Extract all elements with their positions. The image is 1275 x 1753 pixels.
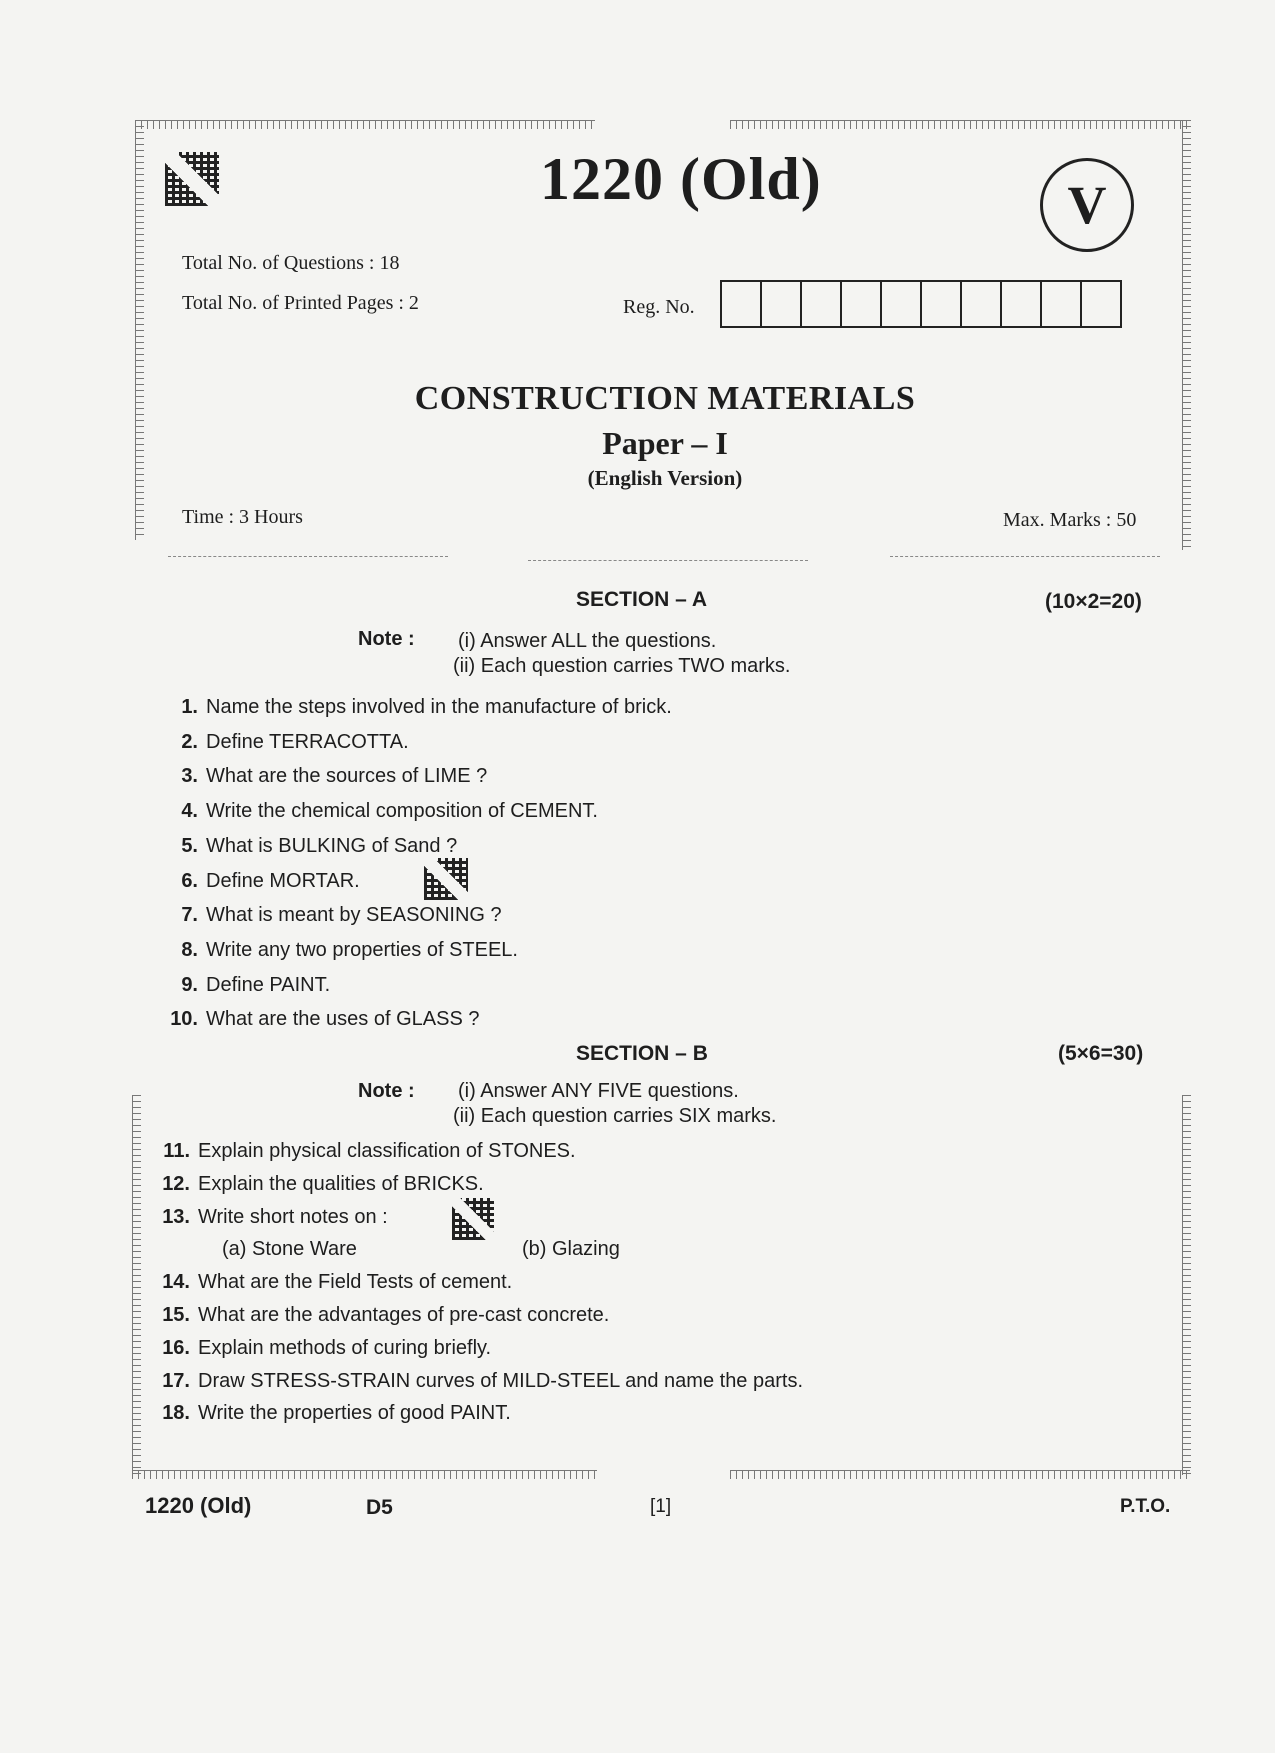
section-a-marks: (10×2=20) [1045,590,1142,613]
subject-title: CONSTRUCTION MATERIALS [414,380,916,417]
question-item: 10. What are the uses of GLASS ? [170,1008,480,1031]
subpart-a: (a) Stone Ware [222,1238,357,1261]
question-item: 11. Explain physical classification of STONES. [163,1140,576,1162]
question-list-a [160,690,672,1037]
footer-series: D5 [366,1496,393,1519]
section-b-note-label: Note : [358,1080,415,1102]
pto-label: P.T.O. [1120,1496,1171,1517]
inline-qr-code-icon-2 [452,1198,494,1240]
total-questions: Total No. of Questions : 18 [182,252,400,274]
reg-no-field[interactable] [720,280,1122,328]
page-number: [1] [650,1496,672,1517]
max-marks-label: Max. Marks : 50 [1003,509,1137,531]
reg-no-label: Reg. No. [623,296,695,318]
section-b-note-2: (ii) Each question carries SIX marks. [453,1105,777,1127]
version-mark: V [1040,158,1134,252]
footer-code: 1220 (Old) [145,1493,252,1518]
time-label: Time : 3 Hours [182,506,303,528]
top-border-right [730,120,1190,129]
question-item: 15. What are the advantages of pre-cast concrete. [162,1303,610,1326]
question-item: 6. Define MORTAR. [181,869,360,892]
section-a-note-1: (i) Answer ALL the questions. [458,630,717,652]
question-item: 17. Draw STRESS-STRAIN curves of MILD-STEEL and name the parts. [162,1369,804,1392]
title-divider-mid [528,560,808,561]
question-list-b [152,1135,803,1430]
question-item: 13. Write short notes on : [162,1205,388,1228]
question-item: 1. Name the steps involved in the manufacture of brick. [181,696,672,718]
inline-qr-code-icon [424,858,468,900]
section-b-heading: SECTION – B [576,1042,708,1065]
section-a-note-2: (ii) Each question carries TWO marks. [453,655,791,677]
section-a-note-label: Note : [358,628,415,650]
question-item: 18. Write the properties of good PAINT. [162,1402,511,1425]
header-qr-code-icon [165,152,219,206]
question-item: 3. What are the sources of LIME ? [181,765,488,788]
paper-number: Paper – I [602,425,728,461]
question-item: 4. Write the chemical composition of CEMENT. [181,800,598,823]
question-item: 5. What is BULKING of Sand ? [181,834,458,857]
total-pages: Total No. of Printed Pages : 2 [182,292,419,314]
bottom-border-right [730,1470,1190,1479]
version-label: (English Version) [587,466,743,490]
question-item: 12. Explain the qualities of BRICKS. [162,1172,484,1195]
section-b-note-1: (i) Answer ANY FIVE questions. [458,1080,739,1102]
question-item: 2. Define TERRACOTTA. [181,730,409,753]
left-border-bottom [132,1095,141,1475]
question-item: 9. Define PAINT. [181,973,331,996]
section-a-heading: SECTION – A [576,588,708,611]
top-border-left [135,120,595,129]
section-b-marks: (5×6=30) [1058,1042,1144,1065]
question-item: 14. What are the Field Tests of cement. [162,1271,513,1294]
bottom-border-left [132,1470,597,1479]
question-item: 7. What is meant by SEASONING ? [181,904,502,927]
question-item: 16. Explain methods of curing briefly. [162,1336,492,1359]
paper-code: 1220 (Old) [540,146,822,212]
right-border-bottom [1182,1095,1191,1475]
subpart-b: (b) Glazing [522,1238,620,1261]
question-item: 8. Write any two properties of STEEL. [181,938,518,961]
title-divider-right [890,556,1160,557]
title-divider-left [168,556,448,557]
